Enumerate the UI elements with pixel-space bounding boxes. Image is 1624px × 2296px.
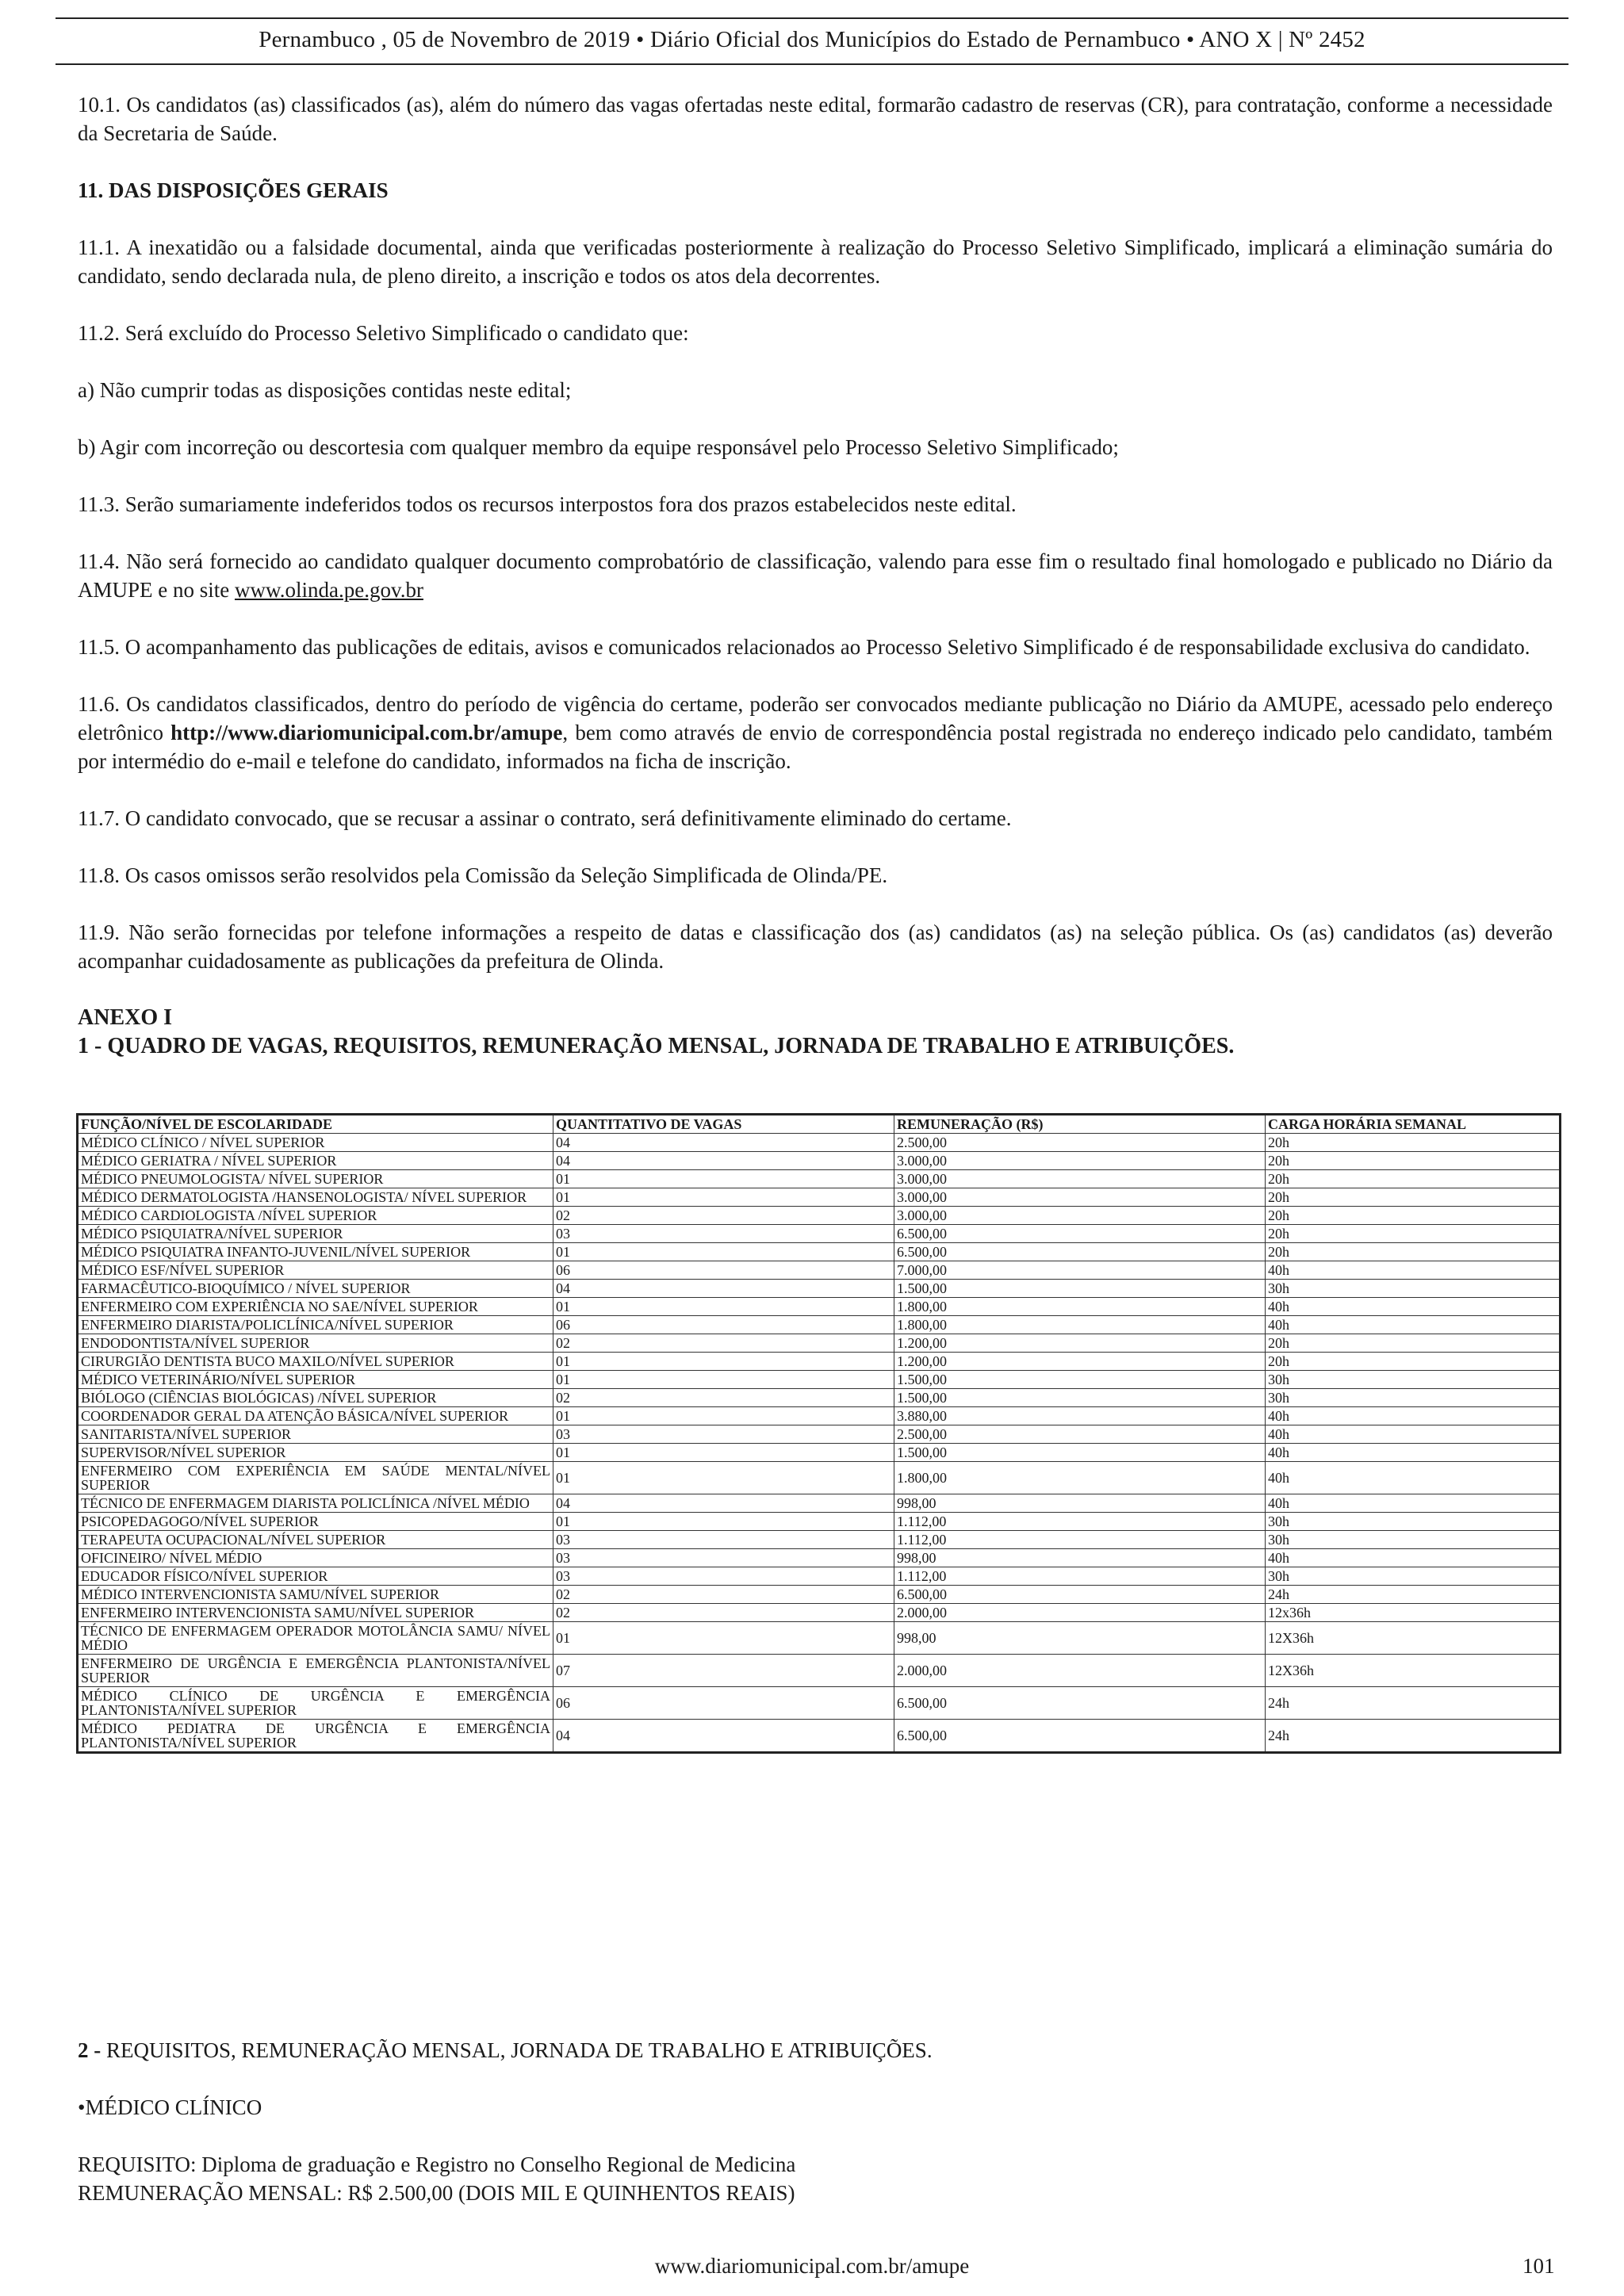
cell-carga: 12X36h (1266, 1622, 1561, 1655)
cell-vagas: 01 (553, 1444, 894, 1462)
anexo-title: ANEXO I (78, 1005, 173, 1030)
cell-remuneracao: 1.200,00 (894, 1334, 1266, 1353)
cell-vagas: 04 (553, 1134, 894, 1152)
page-number: 101 (1522, 2254, 1555, 2278)
cell-remuneracao: 1.500,00 (894, 1389, 1266, 1407)
table-body (78, 1134, 1561, 1753)
cell-vagas: 02 (553, 1604, 894, 1622)
cell-funcao: TERAPEUTA OCUPACIONAL/NÍVEL SUPERIOR (78, 1531, 553, 1549)
cell-vagas: 02 (553, 1334, 894, 1353)
table-row (78, 1444, 1561, 1462)
cell-carga: 20h (1266, 1188, 1561, 1207)
table-row (78, 1225, 1561, 1243)
cell-vagas: 03 (553, 1531, 894, 1549)
cell-remuneracao: 1.800,00 (894, 1462, 1266, 1494)
cell-vagas: 03 (553, 1225, 894, 1243)
cell-vagas: 01 (553, 1371, 894, 1389)
cell-funcao: PSICOPEDAGOGO/NÍVEL SUPERIOR (78, 1513, 553, 1531)
cell-vagas: 03 (553, 1549, 894, 1567)
cell-funcao: ENFERMEIRO DIARISTA/POLICLÍNICA/NÍVEL SUPERIOR (78, 1316, 553, 1334)
cell-funcao: MÉDICO DERMATOLOGISTA /HANSENOLOGISTA/ NÍVEL SUPERIOR (78, 1188, 553, 1207)
cell-carga: 12x36h (1266, 1604, 1561, 1622)
paragraph-10-1: 10.1. Os candidatos (as) classificados (as), além do número das vagas ofertadas neste edital, formarão cadastro de reservas (CR), para contratação, conforme a necessidade da Secretaria de Saúde. (78, 93, 1553, 145)
cell-remuneracao: 1.112,00 (894, 1513, 1266, 1531)
table-row (78, 1389, 1561, 1407)
section-2-title (78, 2036, 1553, 2064)
table-row (78, 1280, 1561, 1298)
cell-funcao: MÉDICO GERIATRA / NÍVEL SUPERIOR (78, 1152, 553, 1170)
table-row (78, 1207, 1561, 1225)
cell-funcao: FARMACÊUTICO-BIOQUÍMICO / NÍVEL SUPERIOR (78, 1280, 553, 1298)
cell-carga: 30h (1266, 1371, 1561, 1389)
cell-funcao: OFICINEIRO/ NÍVEL MÉDIO (78, 1549, 553, 1567)
paragraph-11-2: 11.2. Será excluído do Processo Seletivo Simplificado o candidato que: (78, 321, 689, 345)
cell-funcao: ENFERMEIRO COM EXPERIÊNCIA NO SAE/NÍVEL SUPERIOR (78, 1298, 553, 1316)
table-row (78, 1298, 1561, 1316)
cell-carga: 40h (1266, 1494, 1561, 1513)
cell-vagas: 04 (553, 1152, 894, 1170)
cell-vagas: 06 (553, 1687, 894, 1720)
anexo-subtitle: 1 - QUADRO DE VAGAS, REQUISITOS, REMUNERAÇÃO MENSAL, JORNADA DE TRABALHO E ATRIBUIÇÕES. (78, 1034, 1235, 1058)
paragraph-11-9: 11.9. Não serão fornecidas por telefone informações a respeito de datas e classificação dos (as) candidatos (as) na seleção pública. Os (as) candidatos (as) deverão acompanhar cuidadosamente as publicações da prefeitura de Olinda. (78, 920, 1553, 973)
cell-remuneracao: 1.500,00 (894, 1280, 1266, 1298)
cell-vagas: 03 (553, 1567, 894, 1586)
cell-carga: 40h (1266, 1444, 1561, 1462)
role-title: •MÉDICO CLÍNICO (78, 2095, 262, 2119)
paragraph-11-4 (78, 547, 1553, 604)
cell-carga: 20h (1266, 1353, 1561, 1371)
cell-carga: 20h (1266, 1134, 1561, 1152)
table-row (78, 1425, 1561, 1444)
cell-remuneracao: 1.112,00 (894, 1531, 1266, 1549)
cell-vagas: 01 (553, 1622, 894, 1655)
cell-carga: 24h (1266, 1720, 1561, 1753)
header-funcao: FUNÇÃO/NÍVEL DE ESCOLARIDADE (78, 1115, 553, 1134)
olinda-site-link[interactable]: www.olinda.pe.gov.br (235, 578, 423, 602)
cell-vagas: 06 (553, 1316, 894, 1334)
cell-vagas: 04 (553, 1720, 894, 1753)
cell-funcao: BIÓLOGO (CIÊNCIAS BIOLÓGICAS) /NÍVEL SUPERIOR (78, 1389, 553, 1407)
cell-carga: 30h (1266, 1567, 1561, 1586)
header-remuneracao: REMUNERAÇÃO (R$) (894, 1115, 1266, 1134)
table-row (78, 1407, 1561, 1425)
table-row (78, 1513, 1561, 1531)
cell-carga: 40h (1266, 1298, 1561, 1316)
cell-vagas: 01 (553, 1353, 894, 1371)
cell-remuneracao: 3.000,00 (894, 1207, 1266, 1225)
cell-remuneracao: 2.500,00 (894, 1134, 1266, 1152)
section-2-number: 2 - (78, 2038, 102, 2062)
table-row (78, 1316, 1561, 1334)
cell-funcao: MÉDICO INTERVENCIONISTA SAMU/NÍVEL SUPERIOR (78, 1586, 553, 1604)
cell-vagas: 03 (553, 1425, 894, 1444)
cell-vagas: 01 (553, 1243, 894, 1261)
table-row (78, 1494, 1561, 1513)
cell-carga: 30h (1266, 1513, 1561, 1531)
cell-carga: 40h (1266, 1425, 1561, 1444)
table-row (78, 1549, 1561, 1567)
table-row (78, 1720, 1561, 1753)
header-text: Pernambuco , 05 de Novembro de 2019 • Diário Oficial dos Municípios do Estado de Pernambuco • ANO X | Nº 2452 (259, 27, 1365, 52)
main-content (78, 90, 1553, 1061)
cell-carga: 20h (1266, 1207, 1561, 1225)
cell-remuneracao: 6.500,00 (894, 1225, 1266, 1243)
cell-carga: 20h (1266, 1334, 1561, 1353)
cell-funcao: SANITARISTA/NÍVEL SUPERIOR (78, 1425, 553, 1444)
cell-funcao: MÉDICO CARDIOLOGISTA /NÍVEL SUPERIOR (78, 1207, 553, 1225)
cell-carga: 30h (1266, 1389, 1561, 1407)
cell-remuneracao: 998,00 (894, 1622, 1266, 1655)
cell-vagas: 04 (553, 1494, 894, 1513)
paragraph-11-6 (78, 690, 1553, 775)
table-row (78, 1371, 1561, 1389)
cell-vagas: 04 (553, 1280, 894, 1298)
cell-remuneracao: 6.500,00 (894, 1720, 1266, 1753)
paragraph-11-5: 11.5. O acompanhamento das publicações de editais, avisos e comunicados relacionados ao Processo Seletivo Simplificado é de responsabilidade exclusiva do candidato. (78, 635, 1530, 659)
paragraph-11-6-text-b: , bem como através de envio de correspondência postal registrada no endereço indicado pelo candidato, também por intermédio do e-mail e telefone do candidato, informados na ficha de inscrição. (78, 721, 1553, 773)
paragraph-11-2-a: a) Não cumprir todas as disposições contidas neste edital; (78, 378, 572, 402)
cell-funcao: ENFERMEIRO COM EXPERIÊNCIA EM SAÚDE MENTAL/NÍVEL SUPERIOR (78, 1462, 553, 1494)
amupe-url[interactable]: http://www.diariomunicipal.com.br/amupe (170, 721, 563, 744)
cell-funcao: COORDENADOR GERAL DA ATENÇÃO BÁSICA/NÍVEL SUPERIOR (78, 1407, 553, 1425)
cell-remuneracao: 3.000,00 (894, 1170, 1266, 1188)
table-row (78, 1261, 1561, 1280)
cell-funcao: MÉDICO PSIQUIATRA INFANTO-JUVENIL/NÍVEL SUPERIOR (78, 1243, 553, 1261)
cell-funcao: TÉCNICO DE ENFERMAGEM DIARISTA POLICLÍNICA /NÍVEL MÉDIO (78, 1494, 553, 1513)
paragraph-11-3: 11.3. Serão sumariamente indeferidos todos os recursos interpostos fora dos prazos estabelecidos neste edital. (78, 492, 1017, 516)
paragraph-11-7: 11.7. O candidato convocado, que se recusar a assinar o contrato, será definitivamente eliminado do certame. (78, 806, 1012, 830)
cell-funcao: MÉDICO CLÍNICO / NÍVEL SUPERIOR (78, 1134, 553, 1152)
cell-funcao: ENFERMEIRO INTERVENCIONISTA SAMU/NÍVEL SUPERIOR (78, 1604, 553, 1622)
cell-funcao: MÉDICO PSIQUIATRA/NÍVEL SUPERIOR (78, 1225, 553, 1243)
cell-carga: 30h (1266, 1531, 1561, 1549)
table-row (78, 1567, 1561, 1586)
cell-funcao: MÉDICO CLÍNICO DE URGÊNCIA E EMERGÊNCIA PLANTONISTA/NÍVEL SUPERIOR (78, 1687, 553, 1720)
cell-vagas: 01 (553, 1298, 894, 1316)
section-2 (78, 2036, 1553, 2207)
cell-carga: 12X36h (1266, 1655, 1561, 1687)
cell-carga: 40h (1266, 1261, 1561, 1280)
table-row (78, 1655, 1561, 1687)
table-header-row (78, 1115, 1561, 1134)
table-row (78, 1462, 1561, 1494)
cell-remuneracao: 6.500,00 (894, 1687, 1266, 1720)
table-row (78, 1586, 1561, 1604)
table-row (78, 1622, 1561, 1655)
cell-remuneracao: 1.800,00 (894, 1316, 1266, 1334)
cell-vagas: 07 (553, 1655, 894, 1687)
requisito-line: REQUISITO: Diploma de graduação e Registro no Conselho Regional de Medicina (78, 2152, 796, 2176)
cell-carga: 20h (1266, 1225, 1561, 1243)
cell-remuneracao: 1.800,00 (894, 1298, 1266, 1316)
cell-remuneracao: 1.500,00 (894, 1371, 1266, 1389)
header-carga-horaria: CARGA HORÁRIA SEMANAL (1266, 1115, 1561, 1134)
table-row (78, 1334, 1561, 1353)
paragraph-11-4-text: 11.4. Não será fornecido ao candidato qualquer documento comprobatório de classificação, valendo para esse fim o resultado final homologado e publicado no Diário da AMUPE e no site (78, 549, 1553, 602)
cell-remuneracao: 3.000,00 (894, 1152, 1266, 1170)
cell-funcao: ENFERMEIRO DE URGÊNCIA E EMERGÊNCIA PLANTONISTA/NÍVEL SUPERIOR (78, 1655, 553, 1687)
cell-vagas: 01 (553, 1407, 894, 1425)
cell-vagas: 01 (553, 1170, 894, 1188)
cell-carga: 20h (1266, 1152, 1561, 1170)
cell-remuneracao: 3.880,00 (894, 1407, 1266, 1425)
table-row (78, 1687, 1561, 1720)
remuneracao-line: REMUNERAÇÃO MENSAL: R$ 2.500,00 (DOIS MIL E QUINHENTOS REAIS) (78, 2181, 795, 2205)
paragraph-11-2-b: b) Agir com incorreção ou descortesia com qualquer membro da equipe responsável pelo Processo Seletivo Simplificado; (78, 435, 1119, 459)
cell-remuneracao: 6.500,00 (894, 1586, 1266, 1604)
cell-carga: 40h (1266, 1462, 1561, 1494)
table-row (78, 1531, 1561, 1549)
cell-vagas: 01 (553, 1513, 894, 1531)
section-11-title: 11. DAS DISPOSIÇÕES GERAIS (78, 178, 389, 202)
cell-remuneracao: 998,00 (894, 1494, 1266, 1513)
table-row (78, 1170, 1561, 1188)
cell-funcao: MÉDICO ESF/NÍVEL SUPERIOR (78, 1261, 553, 1280)
paragraph-11-1: 11.1. A inexatidão ou a falsidade documental, ainda que verificadas posteriormente à realização do Processo Seletivo Simplificado, implicará a eliminação sumária do candidato, sendo declarada nula, de pleno direito, a inscrição e todos os atos dela decorrentes. (78, 235, 1553, 288)
cell-vagas: 01 (553, 1462, 894, 1494)
cell-funcao: MÉDICO PNEUMOLOGISTA/ NÍVEL SUPERIOR (78, 1170, 553, 1188)
table-row (78, 1134, 1561, 1152)
cell-carga: 24h (1266, 1586, 1561, 1604)
paragraph-11-8: 11.8. Os casos omissos serão resolvidos pela Comissão da Seleção Simplificada de Olinda/PE. (78, 863, 888, 887)
table-row (78, 1152, 1561, 1170)
cell-remuneracao: 1.500,00 (894, 1444, 1266, 1462)
cell-carga: 40h (1266, 1407, 1561, 1425)
cell-vagas: 02 (553, 1207, 894, 1225)
cell-funcao: TÉCNICO DE ENFERMAGEM OPERADOR MOTOLÂNCIA SAMU/ NÍVEL MÉDIO (78, 1622, 553, 1655)
cell-funcao: CIRURGIÃO DENTISTA BUCO MAXILO/NÍVEL SUPERIOR (78, 1353, 553, 1371)
table-row (78, 1353, 1561, 1371)
section-2-text: REQUISITOS, REMUNERAÇÃO MENSAL, JORNADA DE TRABALHO E ATRIBUIÇÕES. (101, 2038, 933, 2062)
table-row (78, 1604, 1561, 1622)
header-quantitativo: QUANTITATIVO DE VAGAS (553, 1115, 894, 1134)
cell-carga: 40h (1266, 1549, 1561, 1567)
cell-remuneracao: 2.000,00 (894, 1655, 1266, 1687)
cell-funcao: ENDODONTISTA/NÍVEL SUPERIOR (78, 1334, 553, 1353)
footer-url: www.diariomunicipal.com.br/amupe (654, 2254, 970, 2278)
cell-vagas: 02 (553, 1586, 894, 1604)
cell-funcao: EDUCADOR FÍSICO/NÍVEL SUPERIOR (78, 1567, 553, 1586)
cell-remuneracao: 2.000,00 (894, 1604, 1266, 1622)
table-row (78, 1188, 1561, 1207)
cell-carga: 20h (1266, 1243, 1561, 1261)
cell-remuneracao: 3.000,00 (894, 1188, 1266, 1207)
cell-carga: 40h (1266, 1316, 1561, 1334)
cell-remuneracao: 2.500,00 (894, 1425, 1266, 1444)
cell-funcao: SUPERVISOR/NÍVEL SUPERIOR (78, 1444, 553, 1462)
paragraph-11-6-text-a: 11.6. Os candidatos classificados, dentro do período de vigência do certame, poderão ser convocados mediante publicação no Diário da AMUPE, acessado pelo endereço eletrônico (78, 692, 1553, 744)
cell-carga: 24h (1266, 1687, 1561, 1720)
cell-remuneracao: 998,00 (894, 1549, 1266, 1567)
cell-vagas: 06 (553, 1261, 894, 1280)
cell-remuneracao: 7.000,00 (894, 1261, 1266, 1280)
cell-vagas: 02 (553, 1389, 894, 1407)
page-header (56, 17, 1568, 65)
cell-remuneracao: 1.200,00 (894, 1353, 1266, 1371)
cell-remuneracao: 6.500,00 (894, 1243, 1266, 1261)
cell-carga: 30h (1266, 1280, 1561, 1298)
cell-vagas: 01 (553, 1188, 894, 1207)
table-row (78, 1243, 1561, 1261)
cell-carga: 20h (1266, 1170, 1561, 1188)
cell-remuneracao: 1.112,00 (894, 1567, 1266, 1586)
cell-funcao: MÉDICO VETERINÁRIO/NÍVEL SUPERIOR (78, 1371, 553, 1389)
vagas-table (76, 1113, 1561, 1754)
cell-funcao: MÉDICO PEDIATRA DE URGÊNCIA E EMERGÊNCIA PLANTONISTA/NÍVEL SUPERIOR (78, 1720, 553, 1753)
